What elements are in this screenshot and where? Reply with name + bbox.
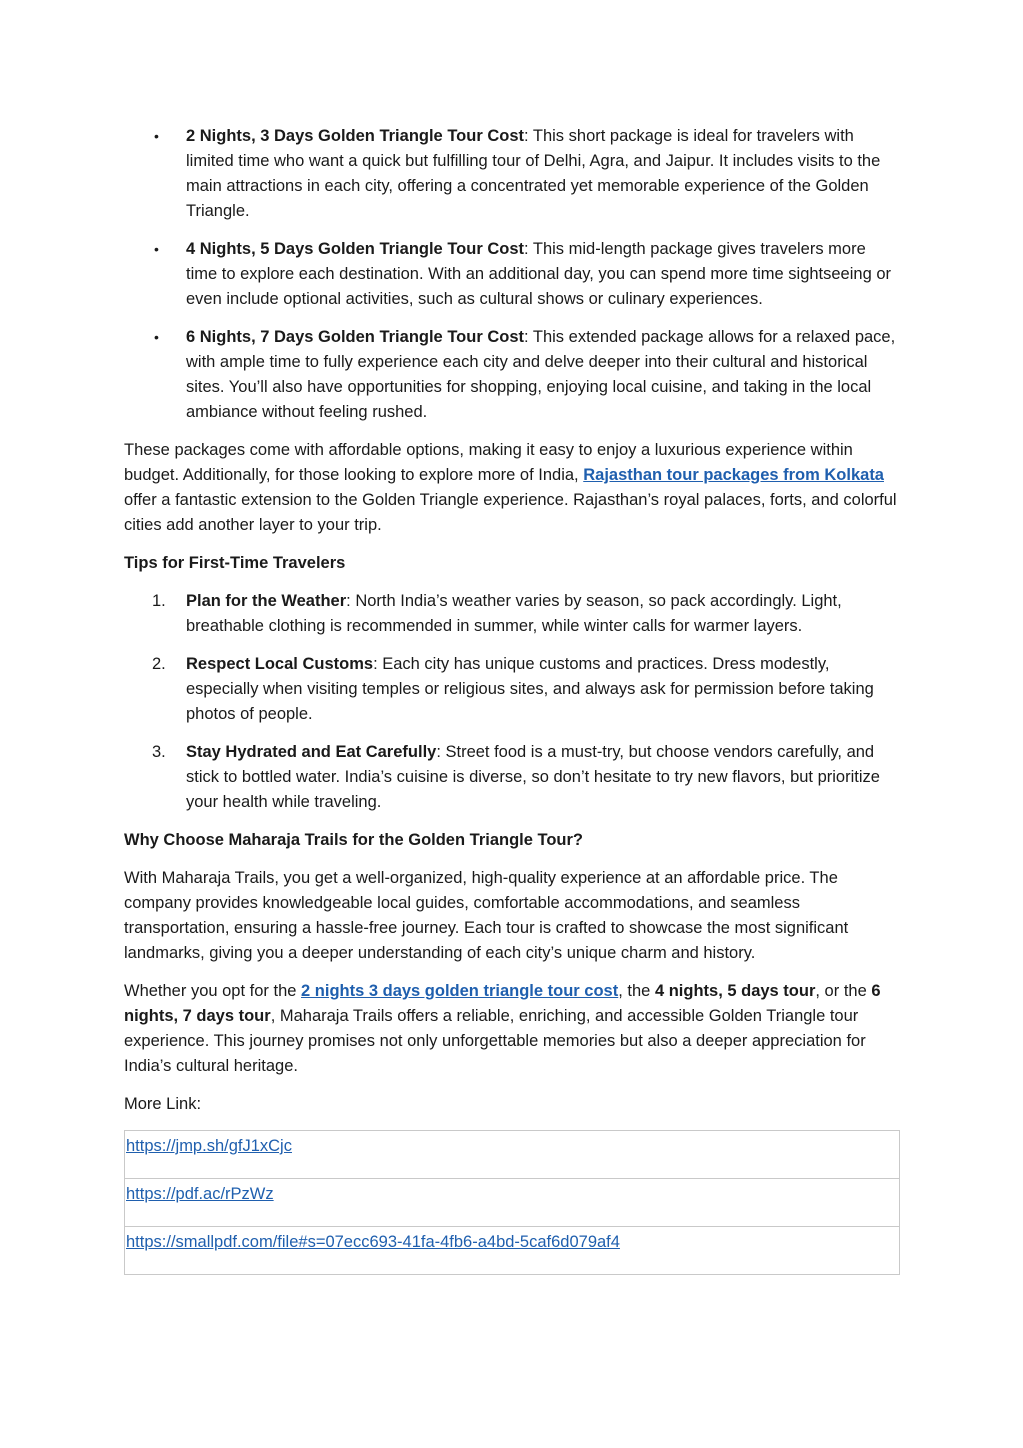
package-title: 2 Nights, 3 Days Golden Triangle Tour Cost xyxy=(186,127,525,145)
table-cell xyxy=(125,1227,900,1275)
package-description: : This short package is ideal for travelers with limited time who want a quick but fulfilling tour of Delhi, Agra, and Jaipur. It includes visits to the main attractions in each city, offering a concentrated yet memorable experience of the Golden Triangle. xyxy=(186,127,881,220)
table-row xyxy=(125,1179,900,1227)
tip-title: Plan for the Weather xyxy=(186,592,347,610)
bullet-marker: • xyxy=(154,329,159,345)
tip-title: Stay Hydrated and Eat Carefully xyxy=(186,743,437,761)
more-link-jmp[interactable]: https://jmp.sh/gfJ1xCjc xyxy=(126,1137,292,1155)
tip-number: 3. xyxy=(152,743,166,761)
closing-bold-2: 6 nights, 7 days tour xyxy=(124,982,881,1025)
package-title: 6 Nights, 7 Days Golden Triangle Tour Cost xyxy=(186,328,525,346)
rajasthan-tour-link[interactable]: Rajasthan tour packages from Kolkata xyxy=(583,466,884,484)
intro-text-before: These packages come with affordable options, making it easy to enjoy a luxurious experience within budget. Additionally, for those looking to explore more of India, xyxy=(124,441,853,484)
closing-paragraph xyxy=(124,979,900,1079)
more-link-label: More Link: xyxy=(124,1095,202,1113)
why-paragraph: With Maharaja Trails, you get a well-organized, high-quality experience at an affordable price. The company provides knowledgeable local guides, comfortable accommodations, and seamless transportation, ensuring a hassle-free journey. Each tour is crafted to showcase the most significant landmarks, giving you a deeper understanding of each city’s unique charm and history. xyxy=(124,869,849,962)
tip-item xyxy=(124,589,900,639)
package-item xyxy=(124,237,900,312)
tip-item xyxy=(124,740,900,815)
package-item xyxy=(124,124,900,224)
tip-description: : Each city has unique customs and practices. Dress modestly, especially when visiting temples or religious sites, and always ask for permission before taking photos of people. xyxy=(186,655,874,723)
more-link-pdf[interactable]: https://pdf.ac/rPzWz xyxy=(126,1185,274,1203)
closing-text-3: , or the xyxy=(815,982,872,1000)
links-table xyxy=(124,1130,900,1275)
table-cell xyxy=(125,1131,900,1179)
why-heading: Why Choose Maharaja Trails for the Golden Triangle Tour? xyxy=(124,831,584,849)
table-cell xyxy=(125,1179,900,1227)
package-title: 4 Nights, 5 Days Golden Triangle Tour Cost xyxy=(186,240,525,258)
golden-triangle-cost-link[interactable]: 2 nights 3 days golden triangle tour cost xyxy=(301,982,619,1000)
intro-paragraph xyxy=(124,438,900,538)
table-row xyxy=(125,1131,900,1179)
tip-number: 2. xyxy=(152,655,166,673)
package-description: : This mid-length package gives travelers more time to explore each destination. With an additional day, you can spend more time sightseeing or even include optional activities, such as cultural shows or culinary experiences. xyxy=(186,240,892,308)
bullet-marker: • xyxy=(154,128,159,144)
table-row xyxy=(125,1227,900,1275)
tips-heading: Tips for First-Time Travelers xyxy=(124,554,346,572)
intro-text-after: offer a fantastic extension to the Golden Triangle experience. Rajasthan’s royal palaces, forts, and colorful cities add another layer to your trip. xyxy=(124,491,897,534)
tip-title: Respect Local Customs xyxy=(186,655,374,673)
more-link-smallpdf[interactable]: https://smallpdf.com/file#s=07ecc693-41fa-4fb6-a4bd-5caf6d079af4 xyxy=(126,1233,620,1251)
package-item xyxy=(124,325,900,425)
package-list xyxy=(124,124,900,425)
tips-list xyxy=(124,589,900,815)
tip-description: : Street food is a must-try, but choose vendors carefully, and stick to bottled water. India’s cuisine is diverse, so don’t hesitate to try new flavors, but prioritize your health while traveling. xyxy=(186,743,880,811)
closing-text-4: , Maharaja Trails offers a reliable, enriching, and accessible Golden Triangle tour experience. This journey promises not only unforgettable memories but also a deeper appreciation for India’s cultural heritage. xyxy=(124,1007,866,1075)
closing-text-2: , the xyxy=(618,982,655,1000)
tip-description: : North India’s weather varies by season, so pack accordingly. Light, breathable clothing is recommended in summer, while winter calls for warmer layers. xyxy=(186,592,842,635)
tip-item xyxy=(124,652,900,727)
document-page xyxy=(124,124,900,1275)
closing-bold-1: 4 nights, 5 days tour xyxy=(654,982,816,1000)
package-description: : This extended package allows for a relaxed pace, with ample time to fully experience each city and delve deeper into their cultural and historical sites. You’ll also have opportunities for shopping, enjoying local cuisine, and taking in the local ambiance without feeling rushed. xyxy=(186,328,896,421)
tip-number: 1. xyxy=(152,592,166,610)
bullet-marker: • xyxy=(154,241,159,257)
closing-text-1: Whether you opt for the xyxy=(124,982,302,1000)
